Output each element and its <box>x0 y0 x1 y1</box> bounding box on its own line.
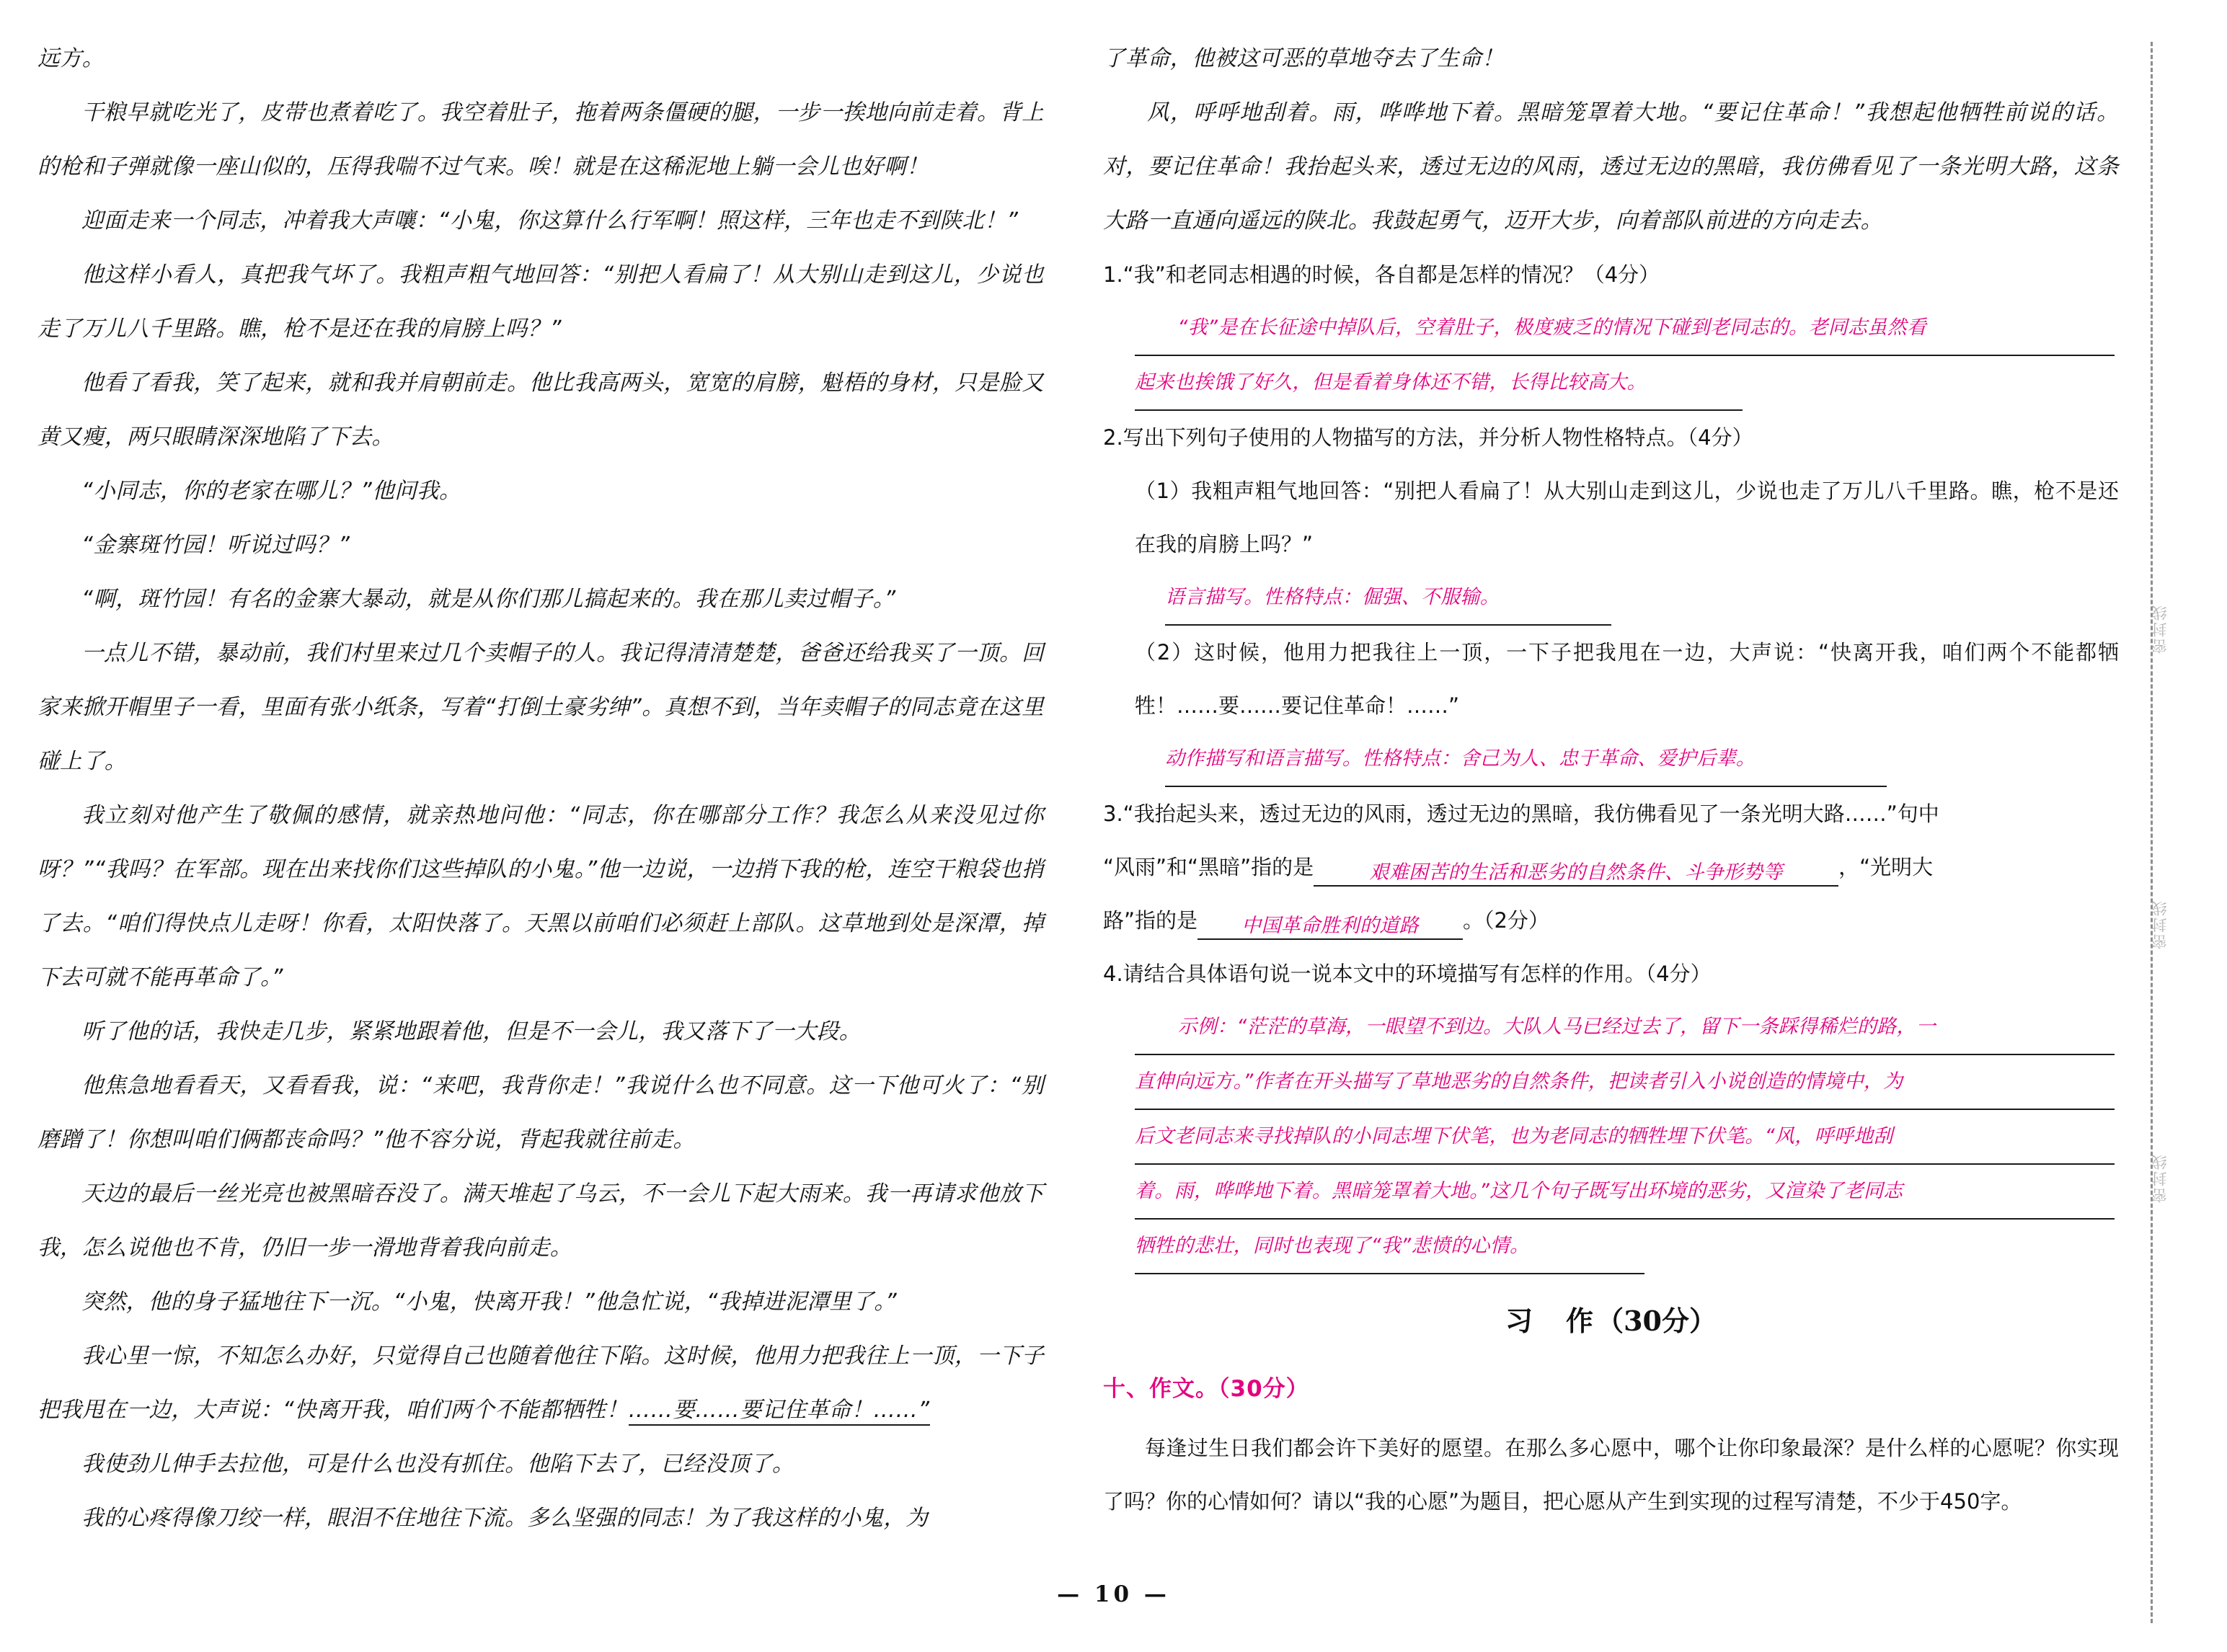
question-2-sub-1 <box>1103 464 2119 571</box>
passage-paragraph: 突然，他的身子猛地往下一沉。“小鬼，快离开我！”他急忙说，“我掉进泥潭里了。” <box>81 1289 898 1315</box>
question-text: ，“光明大 <box>1838 855 1934 879</box>
dashed-cut-line <box>2151 42 2153 1623</box>
question-1-stem <box>1103 248 2119 301</box>
composition-heading-score: （30分） <box>1218 1376 1309 1402</box>
seal-line-mark: 密封线 <box>2151 900 2169 949</box>
answer-line[interactable]: “我”是在长征途中掉队后，空着肚子，极度疲乏的情况下碰到老同志的。老同志虽然看 <box>1135 301 2115 356</box>
passage-paragraph: “金寨斑竹园！听说过吗？” <box>81 533 350 558</box>
answer-line[interactable]: 牺牲的悲壮，同时也表现了“我”悲愤的心情。 <box>1135 1220 1644 1274</box>
question-4-answer[interactable] <box>1103 1000 2119 1274</box>
answer-line[interactable]: 起来也挨饿了好久，但是看着身体还不错，长得比较高大。 <box>1135 356 1743 411</box>
question-3-fill-row-2 <box>1103 894 2119 947</box>
sub-label: （2） <box>1135 640 1195 665</box>
passage-paragraph: 他看了看我，笑了起来，就和我并肩朝前走。他比我高两头，宽宽的肩膀，魁梧的身材，只是脸又黄又瘦，两只眼睛深深地陷了下去。 <box>37 370 1044 450</box>
passage-paragraph: 他这样小看人，真把我气坏了。我粗声粗气地回答：“别把人看扁了！从大别山走到这儿，少说也走了万儿八千里路。瞧，枪不是还在我的肩膀上吗？” <box>37 262 1044 342</box>
seal-line-mark: 密封线 <box>2151 1153 2169 1203</box>
section-title-text: 习 作 <box>1505 1305 1597 1337</box>
question-number: 1. <box>1103 262 1123 287</box>
passage-paragraph: 一点儿不错，暴动前，我们村里来过几个卖帽子的人。我记得清清楚楚，爸爸还给我买了一顶。回家来掀开帽里子一看，里面有张小纸条，写着“打倒土豪劣绅”。真想不到，当年卖帽子的同志竟在这里碰上了。 <box>37 641 1044 774</box>
question-2-sub-1-answer[interactable] <box>1103 571 2119 626</box>
sub-label: （1） <box>1135 479 1192 503</box>
question-4-stem <box>1103 947 2119 1000</box>
passage-paragraph: 我立刻对他产生了敬佩的感情，就亲热地问他：“同志，你在哪部分工作？我怎么从来没见过你呀？”“我吗？在军部。现在出来找你们这些掉队的小鬼。”他一边说，一边捎下我的枪，连空干粮袋也捎了去。“咱们得快点儿走呀！你看，太阳快落了。天黑以前咱们必须赶上部队。这草地到处是深潭，掉下去可就不能再革命了。” <box>37 803 1044 990</box>
question-1-answer[interactable] <box>1103 301 2119 411</box>
left-column <box>0 0 1081 1652</box>
passage-paragraph: 天边的最后一丝光亮也被黑暗吞没了。满天堆起了乌云，不一会儿下起大雨来。我一再请求他放下我，怎么说他也不肯，仍旧一步一滑地背着我向前走。 <box>37 1181 1044 1261</box>
question-3-stem <box>1103 787 2119 840</box>
question-2-stem <box>1103 411 2119 464</box>
question-number: 4. <box>1103 962 1123 986</box>
question-number: 2. <box>1103 425 1123 450</box>
passage-paragraph: “小同志，你的老家在哪儿？”他问我。 <box>81 479 461 504</box>
composition-section-title <box>1103 1299 2119 1338</box>
passage-paragraph: 了革命，他被这可恶的草地夺去了生命！ <box>1103 46 1505 71</box>
right-column <box>1081 0 2227 1652</box>
sub-text: 我粗声粗气地回答：“别把人看扁了！从大别山走到这儿，少说也走了万儿八千里路。瞧，枪不是还在我的肩膀上吗？” <box>1135 479 2119 556</box>
passage-text-underlined: ……要……要记住革命！……” <box>629 1398 930 1426</box>
question-text: 写出下列句子使用的人物描写的方法，并分析人物性格特点。（4分） <box>1123 425 1753 450</box>
composition-heading-label: 十、作文。 <box>1103 1376 1218 1402</box>
answer-line[interactable]: 后文老同志来寻找掉队的小同志埋下伏笔，也为老同志的牺牲埋下伏笔。“风，呼呼地刮 <box>1135 1110 2115 1165</box>
passage-text-plain: 我心里一惊，不知怎么办好，只觉得自己也随着他往下陷。这时候，他用力把我往上一顶，一下子把我甩在一边，大声说：“快离开我，咱们两个不能都牺牲！ <box>37 1344 1044 1423</box>
passage-paragraph: 我使劲儿伸手去拉他，可是什么也没有抓住。他陷下去了，已经没顶了。 <box>81 1452 794 1477</box>
seal-line-mark: 密封线 <box>2151 604 2169 654</box>
answer-line[interactable]: 着。雨，哗哗地下着。黑暗笼罩着大地。”这几个句子既写出环境的恶劣，又渲染了老同志 <box>1135 1165 2115 1220</box>
answer-blank-1[interactable]: 艰难困苦的生活和恶劣的自然条件、斗争形势等 <box>1314 863 1838 887</box>
question-text: “我抬起头来，透过无边的风雨，透过无边的黑暗，我仿佛看见了一条光明大路……”句中 <box>1123 801 1939 826</box>
composition-heading <box>1103 1370 2119 1403</box>
passage-paragraph: 他焦急地看看天，又看看我，说：“来吧，我背你走！”我说什么也不同意。这一下他可火了：“别磨蹭了！你想叫咱们俩都丧命吗？”他不容分说，背起我就往前走。 <box>37 1073 1044 1153</box>
question-text: 。（2分） <box>1463 908 1549 933</box>
passage-paragraph: 远方。 <box>37 46 105 71</box>
question-text: “风雨”和“黑暗”指的是 <box>1103 855 1314 879</box>
passage-paragraph: “啊，斑竹园！有名的金寨大暴动，就是从你们那儿搞起来的。我在那儿卖过帽子。” <box>81 587 896 612</box>
question-text: “我”和老同志相遇的时候，各自都是怎样的情况？（4分） <box>1123 262 1660 287</box>
sub-text: 这时候，他用力把我往上一顶，一下子把我甩在一边，大声说：“快离开我，咱们两个不能都牺牲！……要……要记住革命！……” <box>1135 640 2119 718</box>
section-title-score: （30分） <box>1596 1305 1717 1337</box>
passage-paragraph: 迎面走来一个同志，冲着我大声嚷：“小鬼，你这算什么行军啊！照这样，三年也走不到陕北！” <box>81 208 1019 234</box>
composition-prompt: 每逢过生日我们都会许下美好的愿望。在那么多心愿中，哪个让你印象最深？是什么样的心愿呢？你实现了吗？你的心情如何？请以“我的心愿”为题目，把心愿从产生到实现的过程写清楚，不少于450字。 <box>1103 1436 2119 1514</box>
answer-line[interactable]: 动作描写和语言描写。性格特点：舍己为人、忠于革命、爱护后辈。 <box>1165 732 1887 787</box>
passage-paragraph: 我的心疼得像刀绞一样，眼泪不住地往下流。多么坚强的同志！为了我这样的小鬼，为 <box>81 1506 929 1531</box>
question-3-fill-row-1 <box>1103 840 2119 894</box>
answer-line[interactable]: 语言描写。性格特点：倔强、不服输。 <box>1165 571 1611 626</box>
answer-line[interactable]: 直伸向远方。”作者在开头描写了草地恶劣的自然条件，把读者引入小说创造的情境中，为 <box>1135 1055 2115 1110</box>
passage-paragraph-underlined <box>37 1329 1044 1437</box>
answer-blank-2[interactable]: 中国革命胜利的道路 <box>1197 916 1463 940</box>
page-number: — 10 — <box>1057 1581 1170 1607</box>
passage-paragraph: 风，呼呼地刮着。雨，哗哗地下着。黑暗笼罩着大地。“要记住革命！”我想起他牺牲前说的话。对，要记住革命！我抬起头来，透过无边的风雨，透过无边的黑暗，我仿佛看见了一条光明大路，这条大路一直通向遥远的陕北。我鼓起勇气，迈开大步，向着部队前进的方向走去。 <box>1103 100 2119 234</box>
passage-paragraph: 干粮早就吃光了，皮带也煮着吃了。我空着肚子，拖着两条僵硬的腿，一步一挨地向前走着。背上的枪和子弹就像一座山似的，压得我喘不过气来。唉！就是在这稀泥地上躺一会儿也好啊！ <box>37 100 1044 179</box>
passage-paragraph: 听了他的话，我快走几步，紧紧地跟着他，但是不一会儿，我又落下了一大段。 <box>81 1019 862 1044</box>
question-2-sub-2-answer[interactable] <box>1103 732 2119 787</box>
answer-line[interactable]: 示例：“茫茫的草海，一眼望不到边。大队人马已经过去了，留下一条踩得稀烂的路，一 <box>1135 1000 2115 1055</box>
question-text: 请结合具体语句说一说本文中的环境描写有怎样的作用。（4分） <box>1123 962 1712 986</box>
question-2-sub-2 <box>1103 626 2119 732</box>
question-text: 路”指的是 <box>1103 908 1198 933</box>
question-number: 3. <box>1103 801 1123 826</box>
